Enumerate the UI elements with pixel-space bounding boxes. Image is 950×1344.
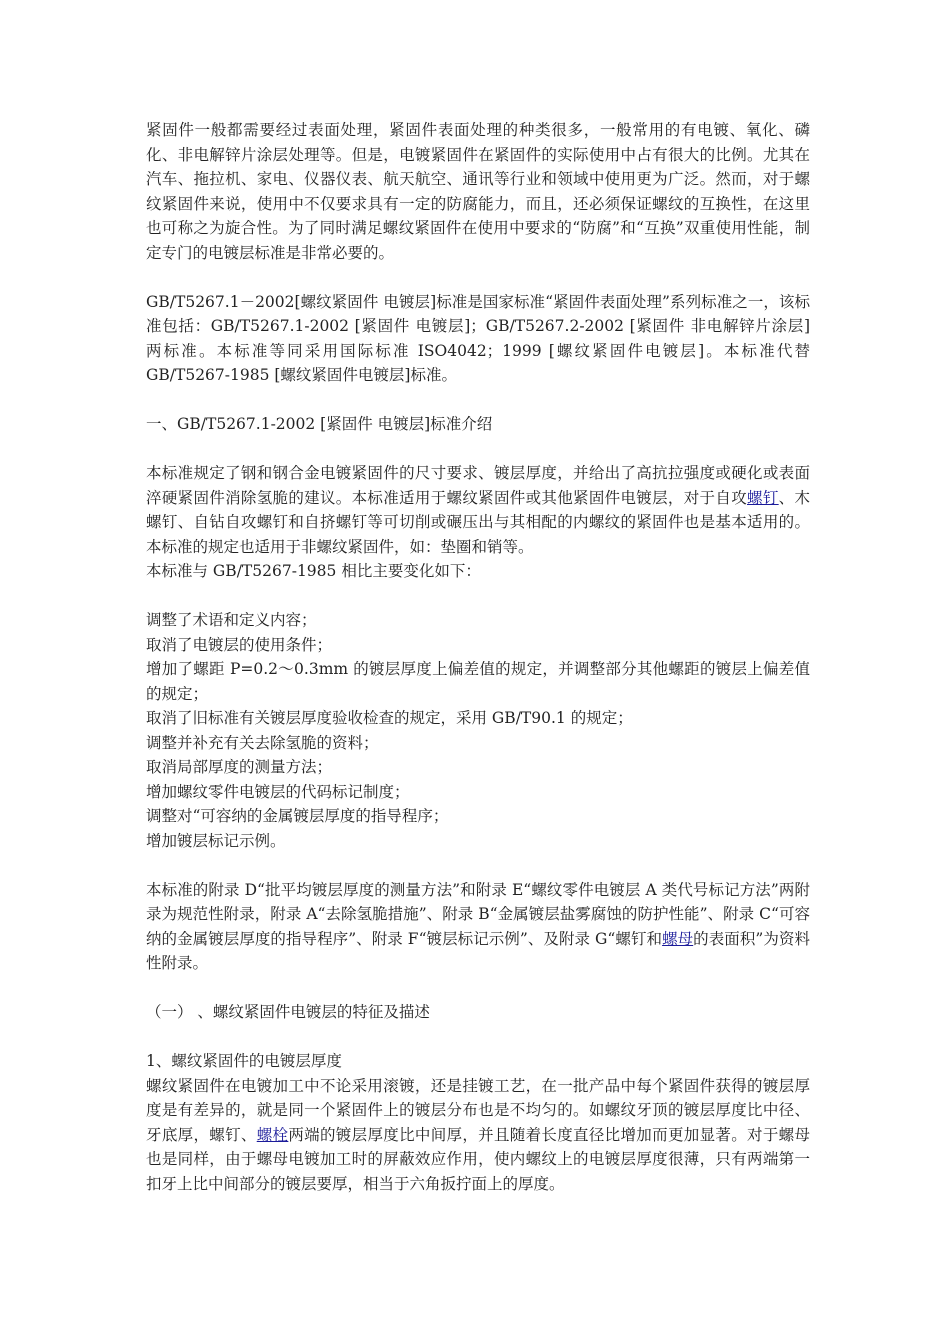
section-heading-1: 一、GB/T5267.1-2002 [紧固件 电镀层]标准介绍: [146, 415, 493, 433]
section-heading-2: （一） 、螺纹紧固件电镀层的特征及描述: [146, 1003, 430, 1021]
thickness-text-b: 两端的镀层厚度比中间厚，并且随着长度直径比增加而更加显著。对于螺母也是同样，由于螺母电镀加工时的屏蔽效应作用，使内螺纹上的电镀层厚度很薄，只有两端第一扣牙上比中间部分的镀层要厚，相当于六角扳拧面上的厚度。: [146, 1125, 810, 1193]
thickness-paragraph: [146, 1074, 810, 1197]
appendix-text-a: 本标准的附录 D“批平均镀层厚度的测量方法”和附录 E“螺纹零件电镀层 A 类代号标记方法”两附录为规范性附录，附录 A“去除氢脆措施”、附录 B“金属镀层盐雾腐蚀的防护性能”、附录 C“可容纳的金属镀层厚度的指导程序”、附录 F“镀层标记示例”、及附录 G“螺钉和: [146, 880, 810, 948]
spacer: [146, 853, 810, 878]
spacer: [146, 437, 810, 462]
change-item: 取消了电镀层的使用条件；: [146, 635, 333, 654]
change-item: 调整并补充有关去除氢脆的资料；: [146, 733, 379, 752]
spacer: [146, 265, 810, 290]
link-screw[interactable]: 螺钉: [747, 488, 779, 507]
spacer: [146, 388, 810, 413]
change-item: 增加了螺距 P=0.2～0.3mm 的镀层厚度上偏差值的规定，并调整部分其他螺距的镀层上偏差值的规定；: [146, 660, 810, 703]
standard-overview-paragraph: GB/T5267.1－2002[螺纹紧固件 电镀层]标准是国家标准“紧固件表面处理”系列标准之一，该标准包括：GB/T5267.1-2002 [紧固件 电镀层]；GB/T5267.2-2002 [紧固件 非电解锌片涂层] 两标准。本标准等同采用国际标准 ISO4042；1999 [螺纹紧固件电镀层]。本标准代替 GB/T5267-1985 [螺纹紧固件电镀层]标准。: [146, 292, 810, 384]
document-body: [146, 118, 810, 1196]
intro-paragraph: 紧固件一般都需要经过表面处理，紧固件表面处理的种类很多，一般常用的有电镀、氧化、磷化、非电解锌片涂层处理等。但是，电镀紧固件在紧固件的实际使用中占有很大的比例。尤其在汽车、拖拉机、家电、仪器仪表、航天航空、通讯等行业和领域中使用更为广泛。然而，对于螺纹紧固件来说，使用中不仅要求具有一定的防腐能力，而且，还必须保证螺纹的互换性，在这里也可称之为旋合性。为了同时满足螺纹紧固件在使用中要求的“防腐”和“互换”双重使用性能，制定专门的电镀层标准是非常必要的。: [146, 121, 810, 262]
link-bolt[interactable]: 螺栓: [256, 1125, 289, 1144]
scope-text-a: 本标准规定了钢和钢合金电镀紧固件的尺寸要求、镀层厚度，并给出了高抗拉强度或硬化或表面淬硬紧固件消除氢脆的建议。本标准适用于螺纹紧固件或其他紧固件电镀层，对于自攻: [146, 464, 810, 507]
spacer: [146, 1025, 810, 1050]
changes-intro: 本标准与 GB/T5267-1985 相比主要变化如下：: [146, 562, 481, 580]
link-nut[interactable]: 螺母: [662, 929, 694, 948]
change-item: 取消了旧标准有关镀层厚度验收检查的规定，采用 GB/T90.1 的规定；: [146, 709, 633, 727]
change-item: 调整了术语和定义内容；: [146, 611, 317, 629]
spacer: [146, 976, 810, 1001]
scope-text-b: 、木螺钉、自钻自攻螺钉和自挤螺钉等可切削或碾压出与其相配的内螺纹的紧固件也是基本适用的。本标准的规定也适用于非螺纹紧固件，如：垫圈和销等。: [146, 488, 810, 556]
spacer: [146, 584, 810, 609]
change-item: 取消局部厚度的测量方法；: [146, 758, 333, 776]
appendix-text-b: 的表面积”为资料性附录。: [146, 929, 810, 972]
change-item: 增加镀层标记示例。: [146, 831, 286, 850]
appendix-paragraph: [146, 878, 810, 976]
change-item: 增加螺纹零件电镀层的代码标记制度；: [146, 782, 410, 801]
subsection-heading: 1、螺纹紧固件的电镀层厚度: [146, 1052, 342, 1070]
scope-paragraph: [146, 461, 810, 559]
thickness-text-a: 螺纹紧固件在电镀加工中不论采用滚镀，还是挂镀工艺，在一批产品中每个紧固件获得的镀层厚度是有差异的，就是同一个紧固件上的镀层分布也是不均匀的。如螺纹牙顶的镀层厚度比中径、牙底厚，螺钉、: [146, 1076, 810, 1144]
change-item: 调整对“可容纳的金属镀层厚度的指导程序；: [146, 807, 449, 825]
